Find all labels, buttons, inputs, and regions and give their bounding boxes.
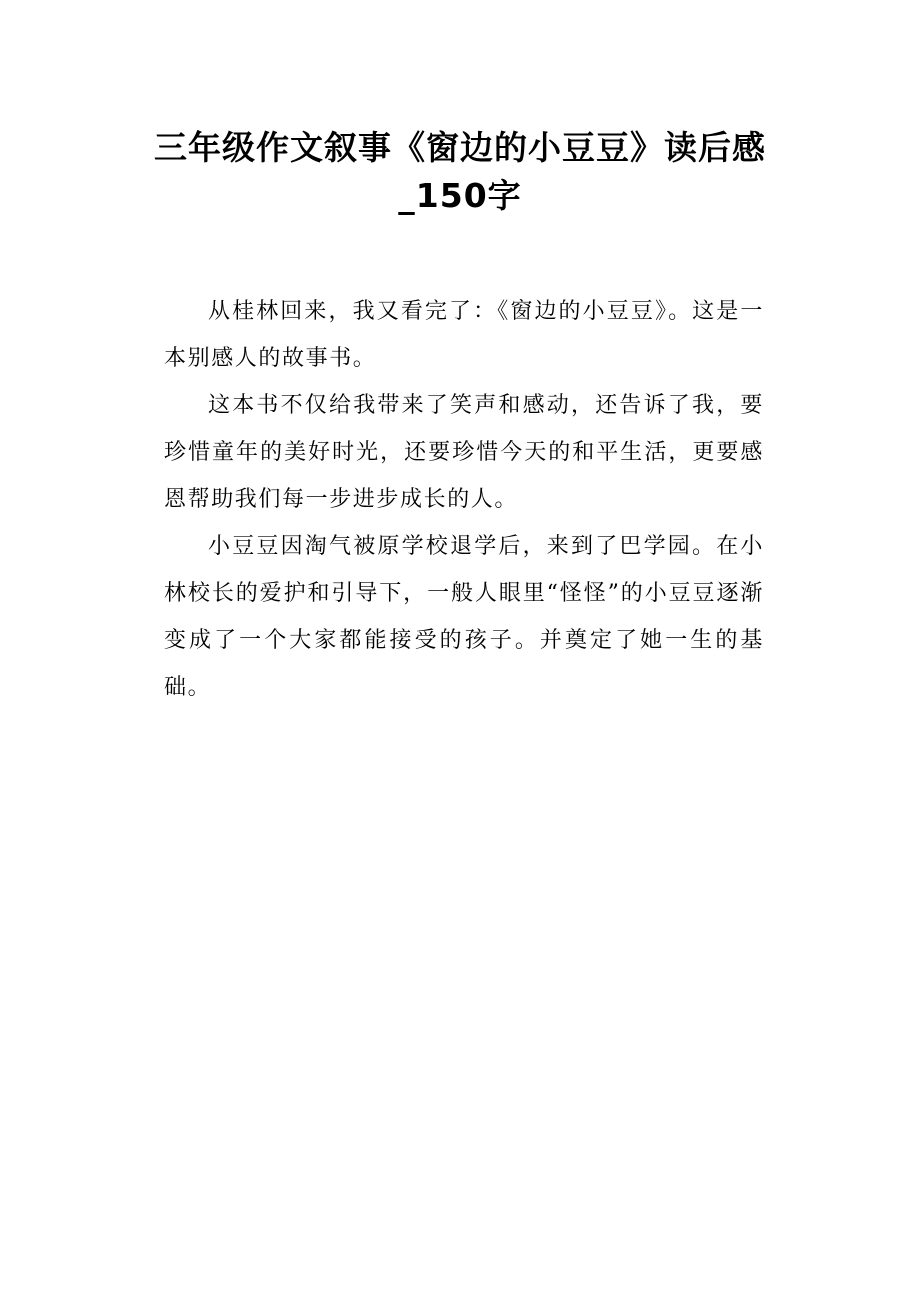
document-title: 三年级作文叙事《窗边的小豆豆》读后感_150字 — [154, 128, 766, 215]
paragraph: 小豆豆因淘气被原学校退学后，来到了巴学园。在小林校长的爱护和引导下，一般人眼里“怪怪”的小豆豆逐渐变成了一个大家都能接受的孩子。并奠定了她一生的基础。 — [164, 534, 764, 700]
document-body — [164, 288, 764, 711]
paragraph: 从桂林回来，我又看完了：《窗边的小豆豆》。这是一本别感人的故事书。 — [164, 299, 764, 371]
paragraph: 这本书不仅给我带来了笑声和感动，还告诉了我，要珍惜童年的美好时光，还要珍惜今天的和平生活，更要感恩帮助我们每一步进步成长的人。 — [164, 393, 764, 512]
